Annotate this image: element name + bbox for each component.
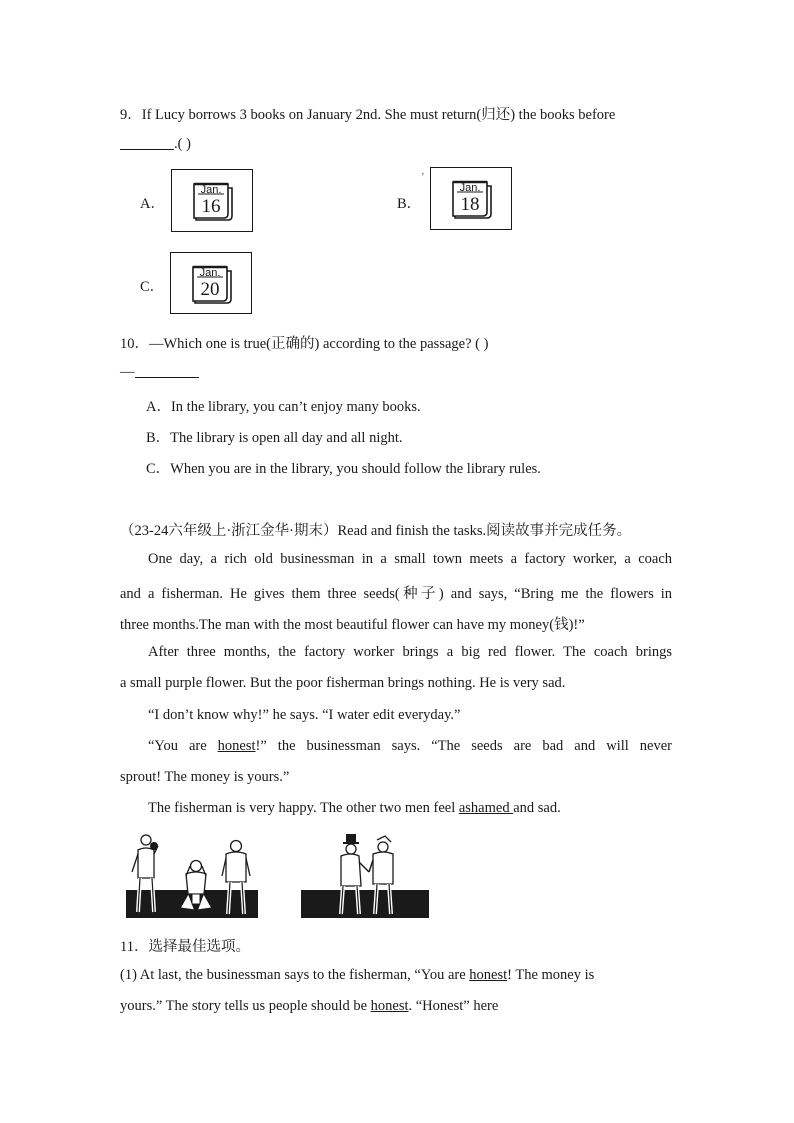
underlined-word: honest	[370, 998, 409, 1014]
calendar-icon	[191, 263, 233, 305]
story-p3: “I don’t know why!” he says. “I water edit everyday.”	[148, 707, 461, 723]
calendar-icon	[192, 180, 234, 222]
q11-title: 11．选择最佳选项。	[120, 939, 250, 955]
calendar-month: Jan.	[459, 182, 481, 194]
q10-option-a[interactable]: A．In the library, you can’t enjoy many books.	[146, 399, 421, 415]
story-p5	[148, 800, 561, 817]
underlined-word: honest	[469, 967, 508, 983]
illustration-three-men	[124, 832, 260, 920]
q10-dash: —	[120, 364, 135, 380]
q11-text: ! The money is	[507, 967, 595, 983]
underlined-word: ashamed	[458, 800, 514, 816]
q9-option-c-letter[interactable]: C．	[140, 279, 165, 295]
story-p1-line3: three months.The man with the most beautiful flower can have my money(钱)!”	[120, 617, 585, 633]
story-p2-line2: a small purple flower. But the poor fisherman brings nothing. He is very sad.	[120, 675, 566, 691]
story-p2-line1: After three months, the factory worker brings a big red flower. The coach brings	[148, 644, 672, 660]
q9-paren: .( )	[174, 136, 191, 152]
calendar-icon	[451, 178, 493, 220]
q11-text: . “Honest” here	[408, 998, 499, 1014]
q10-blank-line	[120, 363, 199, 381]
calendar-day: 18	[460, 194, 480, 215]
q10-option-c[interactable]: C．When you are in the library, you should follow the library rules.	[146, 461, 541, 477]
answer-blank[interactable]	[135, 363, 199, 378]
q11-text: yours.” The story tells us people should be	[120, 998, 371, 1014]
q11-line1	[120, 967, 594, 984]
answer-blank[interactable]	[120, 135, 174, 150]
calendar-day: 16	[201, 196, 221, 217]
story-text: “You are	[148, 738, 218, 754]
calendar-month: Jan.	[200, 184, 222, 196]
underlined-word: honest	[217, 738, 256, 754]
q9-stem: 9．If Lucy borrows 3 books on January 2nd. She must return(归还) the books before	[120, 107, 616, 123]
q10-stem: 10．—Which one is true(正确的) according to the passage? ( )	[120, 336, 489, 352]
q11-line2	[120, 998, 498, 1015]
story-text: !” the businessman says. “The seeds are bad and will never	[255, 738, 672, 754]
story-p4-line1	[148, 738, 672, 755]
q9-option-b-image[interactable]	[430, 167, 512, 230]
story-p1-line1: One day, a rich old businessman in a small town meets a factory worker, a coach	[148, 551, 672, 567]
q9-option-b-letter[interactable]: B．	[397, 196, 422, 212]
story-text: and sad.	[513, 800, 561, 816]
illustration-handshake	[299, 832, 431, 920]
stray-mark: '	[422, 172, 424, 183]
q9-option-a-image[interactable]	[171, 169, 253, 232]
q9-blank-line	[120, 135, 191, 153]
q9-option-c-image[interactable]	[170, 252, 252, 314]
q10-option-b[interactable]: B．The library is open all day and all night.	[146, 430, 403, 446]
story-p4-line2: sprout! The money is yours.”	[120, 769, 290, 785]
q11-text: (1) At last, the businessman says to the fisherman, “You are	[120, 967, 470, 983]
calendar-day: 20	[200, 279, 220, 300]
q9-option-a-letter[interactable]: A．	[140, 196, 165, 212]
story-text: The fisherman is very happy. The other two men feel	[148, 800, 459, 816]
story-p1-line2: and a fisherman. He gives them three seeds(种子) and says, “Bring me the flowers in	[120, 586, 672, 602]
section-source: （23-24六年级上·浙江金华·期末）Read and finish the tasks.阅读故事并完成任务。	[120, 523, 632, 539]
calendar-month: Jan.	[199, 267, 221, 279]
